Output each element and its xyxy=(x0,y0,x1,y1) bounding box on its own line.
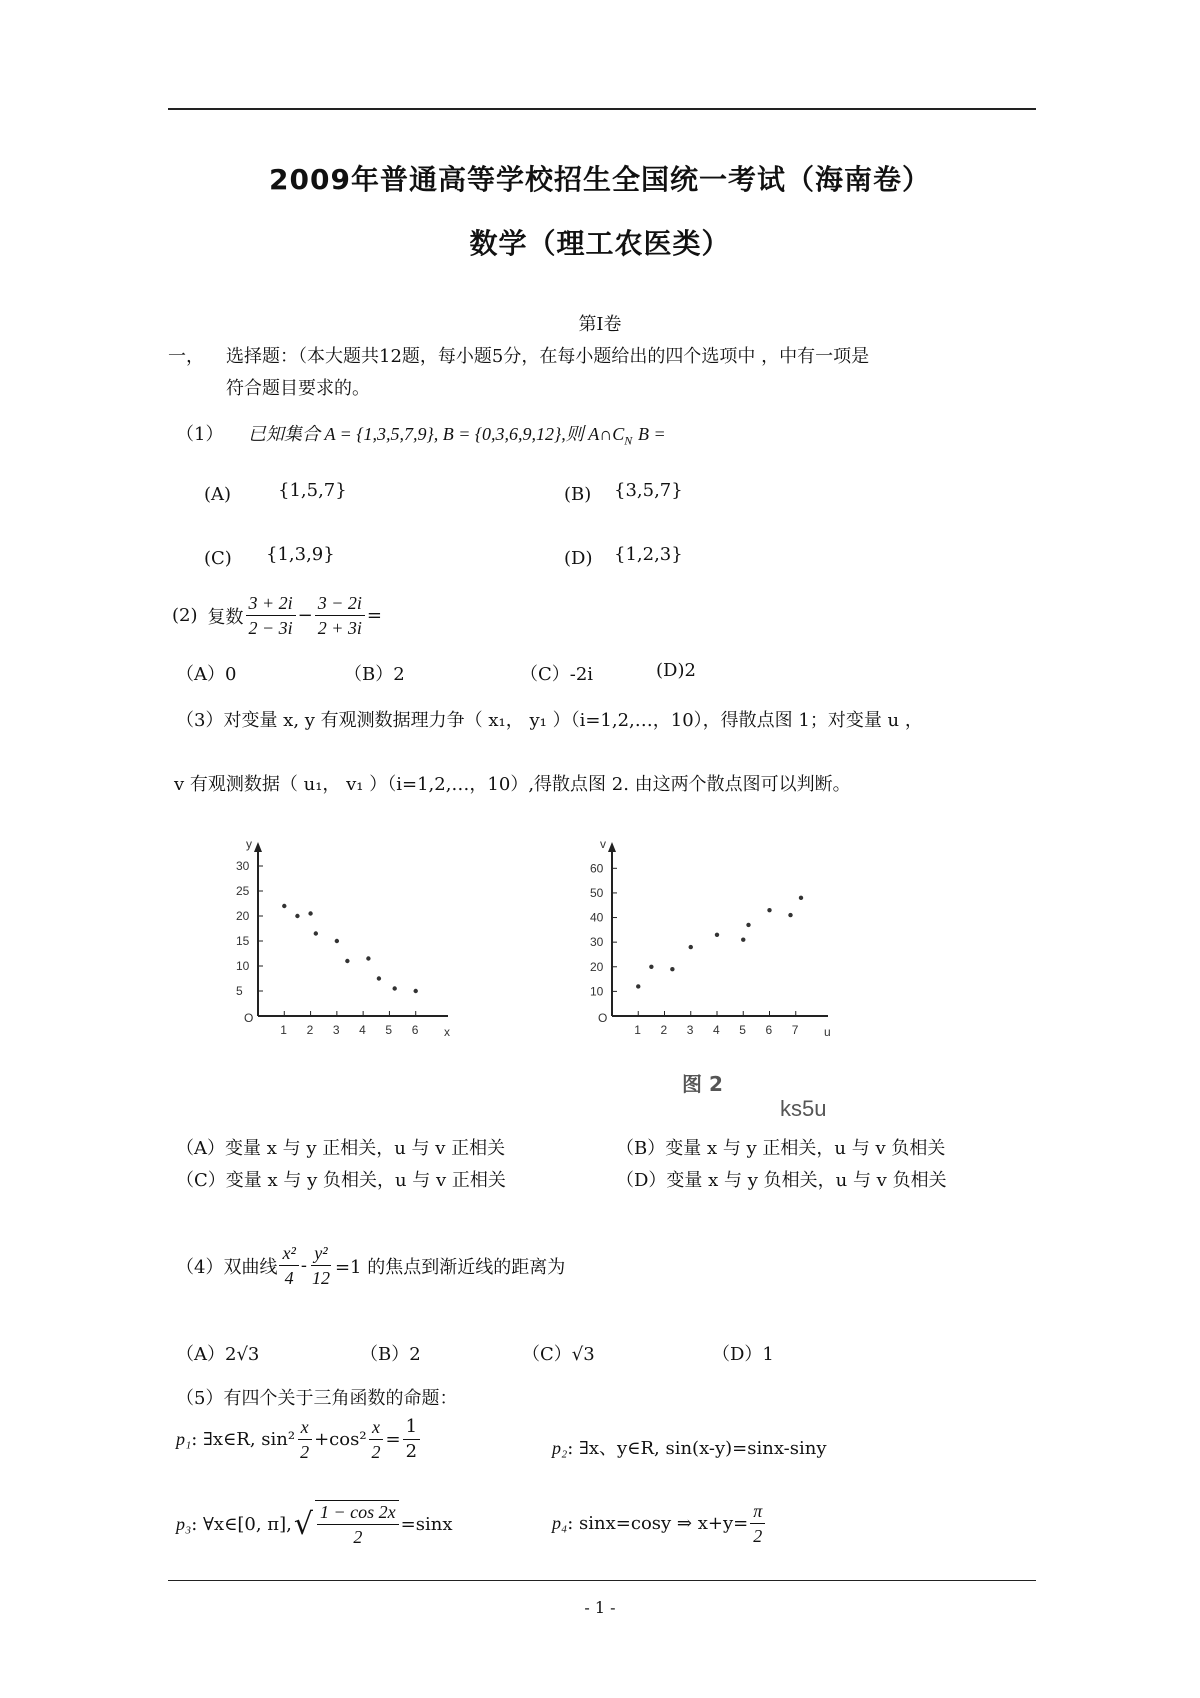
q5-p4-f-num: π xyxy=(750,1500,765,1524)
q1-stem xyxy=(248,420,666,449)
x-tick-label: 6 xyxy=(765,1023,773,1037)
data-point xyxy=(689,945,693,949)
data-point xyxy=(282,904,286,908)
data-point xyxy=(377,976,381,980)
page-number: - 1 - xyxy=(584,1598,616,1617)
q5-p4-frac xyxy=(750,1500,765,1547)
q5-p3-tail: =sinx xyxy=(400,1513,453,1535)
q3-option-c: （C）变量 x 与 y 负相关，u 与 v 正相关 xyxy=(176,1170,506,1191)
q5-p1-frac-2 xyxy=(369,1416,384,1463)
exam-title: 2009年普通高等学校招生全国统一考试（海南卷） xyxy=(269,163,931,196)
y-tick-label: 40 xyxy=(590,910,604,925)
data-point xyxy=(715,933,719,937)
q5-p3-f-den: 2 xyxy=(353,1527,363,1547)
part-instructions: 选择题：（本大题共12题，每小题5分，在每小题给出的四个选项中 ，中有一项是 xyxy=(226,346,870,367)
q4-fraction-b xyxy=(309,1242,333,1289)
y-axis-arrow xyxy=(608,842,616,852)
q4-tail: =1 的焦点到渐近线的距离为 xyxy=(334,1256,566,1278)
y-tick-label: 25 xyxy=(236,884,250,898)
data-point xyxy=(746,923,750,927)
q5-p1-f-num: x xyxy=(298,1416,312,1440)
q3-option-b: （B）变量 x 与 y 正相关，u 与 v 负相关 xyxy=(616,1138,946,1159)
q3-option-a: （A）变量 x 与 y 正相关，u 与 v 正相关 xyxy=(176,1138,506,1159)
q1-option-a-value: {1,5,7} xyxy=(278,480,347,501)
q1-option-b-label: (B) xyxy=(564,484,592,505)
data-point xyxy=(366,956,370,960)
x-tick-label: 1 xyxy=(280,1023,287,1037)
q4-option-b: （B）2 xyxy=(360,1344,421,1365)
data-point xyxy=(335,939,339,943)
q4-minus: - xyxy=(300,1255,307,1276)
q5-p2 xyxy=(552,1434,827,1460)
q4-fb-den: 12 xyxy=(311,1268,330,1288)
q4-option-d: （D）1 xyxy=(712,1344,774,1365)
y-tick-label: 5 xyxy=(236,984,243,998)
q2-option-c: （C）-2i xyxy=(520,664,594,685)
q2-fraction-2 xyxy=(315,592,365,639)
q1-option-d-label: (D) xyxy=(564,548,593,569)
q5-p2-text: : ∃x、y∈R, sin(x-y)=sinx-siny xyxy=(567,1438,827,1459)
x-axis-label: x xyxy=(444,1025,450,1039)
q4-fb-num: y² xyxy=(311,1242,330,1266)
q5-p4 xyxy=(552,1500,767,1547)
q5-p1-half-den: 2 xyxy=(405,1441,418,1462)
y-axis-arrow xyxy=(254,842,262,852)
y-tick-label: 60 xyxy=(590,861,604,876)
q4-option-c: （C）√3 xyxy=(522,1344,595,1365)
y-tick-label: 10 xyxy=(590,984,604,999)
q5-stem: （5）有四个关于三角函数的命题： xyxy=(176,1388,458,1409)
q2-f2-num: 3 − 2i xyxy=(315,592,365,616)
data-point xyxy=(392,986,396,990)
q2-f2-den: 2 + 3i xyxy=(317,618,362,638)
data-point xyxy=(741,937,745,941)
q5-p3-frac xyxy=(315,1500,399,1548)
x-axis-label: u xyxy=(824,1025,831,1039)
q3-line-1: （3）对变量 x, y 有观测数据理力争（ x₁， y₁ ）（i=1,2,…，10），得散点图 1；对变量 u ， xyxy=(176,710,923,731)
q4-fa-den: 4 xyxy=(284,1268,294,1288)
q2-f1-num: 3 + 2i xyxy=(246,592,296,616)
data-point xyxy=(314,931,318,935)
x-tick-label: 5 xyxy=(739,1023,746,1037)
y-tick-label: 20 xyxy=(236,909,250,923)
y-tick-label: 15 xyxy=(236,934,250,948)
y-axis-label: y xyxy=(246,837,252,851)
q1-option-a-label: (A) xyxy=(204,484,232,505)
q4-fraction-a xyxy=(279,1242,298,1289)
x-tick-label: 4 xyxy=(359,1023,366,1037)
x-tick-label: 1 xyxy=(634,1023,641,1037)
q5-p1-f2-num: x xyxy=(369,1416,383,1440)
bottom-rule xyxy=(168,1580,1036,1581)
origin-label: O xyxy=(244,1011,254,1025)
figure-2-caption: 图 2 xyxy=(682,1072,723,1096)
q1-option-c-label: (C) xyxy=(204,548,232,569)
q2-word: 复数 xyxy=(207,606,244,628)
q2-option-a: （A）0 xyxy=(176,664,237,685)
q5-p1-frac-1 xyxy=(297,1416,312,1463)
data-point xyxy=(636,984,640,988)
y-tick-label: 30 xyxy=(236,859,250,873)
data-point xyxy=(799,896,803,900)
y-tick-label: 10 xyxy=(236,959,250,973)
q3-line-2: v 有观测数据（ u₁， v₁ ）（i=1,2,…，10）,得散点图 2. 由这两个散点图可以判断。 xyxy=(174,774,851,795)
q4-option-a: （A）2√3 xyxy=(176,1344,260,1365)
x-tick-label: 7 xyxy=(791,1023,799,1037)
scatter-plot-1 xyxy=(228,822,468,1044)
q5-p1-f-den: 2 xyxy=(300,1442,310,1462)
x-tick-label: 3 xyxy=(332,1023,340,1037)
q4-prefix: （4）双曲线 xyxy=(176,1256,278,1278)
x-tick-label: 6 xyxy=(411,1023,419,1037)
data-point xyxy=(788,913,792,917)
watermark-text: ks5u xyxy=(780,1096,827,1121)
q2-stem: (2) 复数 $\frac{3 + 2i}{2 - 3i}$ − $\frac{3 - 2i}{2 + 3i}$ = xyxy=(172,593,382,638)
q2-option-b: （B）2 xyxy=(344,664,405,685)
q5-p1-mid: +cos² xyxy=(314,1429,367,1450)
data-point xyxy=(308,911,312,915)
x-tick-label: 5 xyxy=(385,1023,393,1037)
q5-p1-text: : ∃x∈R, sin² xyxy=(191,1429,296,1450)
q5-p1-frac-half xyxy=(403,1416,420,1463)
exam-subtitle: 数学（理工农医类） xyxy=(469,227,731,260)
q1-number: （1） xyxy=(176,424,224,445)
data-point xyxy=(295,914,299,918)
q1-stem-text: 已知集合 A = {1,3,5,7,9}, B = {0,3,6,9,12},则 A∩C xyxy=(248,424,625,444)
q5-p3-text: : ∀x∈[0, π], xyxy=(191,1513,292,1535)
q5-p1: p₁ : ∃x∈R, sin² $\frac{x}{2}$ +cos² $\frac{x}{2}$ = $\frac{1}{2}$ xyxy=(176,1416,422,1463)
q1-option-d-value: {1,2,3} xyxy=(614,544,683,565)
y-tick-label: 30 xyxy=(590,935,604,950)
q5-p3-f-num: 1 − cos 2x xyxy=(317,1501,399,1525)
y-tick-label: 20 xyxy=(590,959,604,974)
section-label: 第I卷 xyxy=(578,314,622,335)
data-point xyxy=(345,959,349,963)
data-point xyxy=(670,967,674,971)
q1-stem-tail: B = xyxy=(638,424,666,444)
q2-option-d: (D)2 xyxy=(656,660,696,681)
q5-p1-f2-den: 2 xyxy=(371,1442,381,1462)
y-tick-label: 50 xyxy=(590,885,604,900)
x-tick-label: 2 xyxy=(660,1023,668,1037)
q4-fa-num: x² xyxy=(279,1242,298,1266)
q5-p1-half-num: 1 xyxy=(403,1416,420,1440)
origin-label: O xyxy=(598,1011,608,1025)
x-tick-label: 3 xyxy=(686,1023,694,1037)
q1-option-c-value: {1,3,9} xyxy=(266,544,335,565)
part-instructions-cont: 符合题目要求的。 xyxy=(226,378,370,399)
data-point xyxy=(414,989,418,993)
q5-p3: p₃ : ∀x∈[0, π], √ $\frac{1 - \cos 2x}{2}$ =sinx xyxy=(176,1502,453,1547)
x-tick-label: 2 xyxy=(306,1023,314,1037)
data-point xyxy=(649,965,653,969)
q5-p4-f-den: 2 xyxy=(753,1526,763,1546)
q4-stem xyxy=(176,1242,565,1289)
q2-number: (2) xyxy=(172,605,198,626)
q5-p1-label: p₁ xyxy=(176,1429,192,1449)
q2-f1-den: 2 − 3i xyxy=(248,618,293,638)
y-axis-label: v xyxy=(600,837,606,851)
q5-p2-label: p₂ xyxy=(552,1438,568,1458)
part-label: 一， xyxy=(168,346,204,367)
q2-fraction-1 xyxy=(246,592,296,639)
top-rule xyxy=(168,108,1036,110)
scatter-plot-2 xyxy=(578,822,848,1044)
q2-tail: = xyxy=(366,605,382,626)
data-point xyxy=(767,908,771,912)
q5-p3-label: p₃ xyxy=(176,1513,192,1534)
q5-p4-label: p₄ xyxy=(552,1513,568,1533)
q1-subscript: N xyxy=(624,433,633,448)
q1-option-b-value: {3,5,7} xyxy=(614,480,683,501)
q3-option-d: （D）变量 x 与 y 负相关，u 与 v 负相关 xyxy=(616,1170,947,1191)
q5-p4-text: : sinx=cosy ⇒ x+y= xyxy=(567,1513,749,1534)
x-tick-label: 4 xyxy=(713,1023,720,1037)
